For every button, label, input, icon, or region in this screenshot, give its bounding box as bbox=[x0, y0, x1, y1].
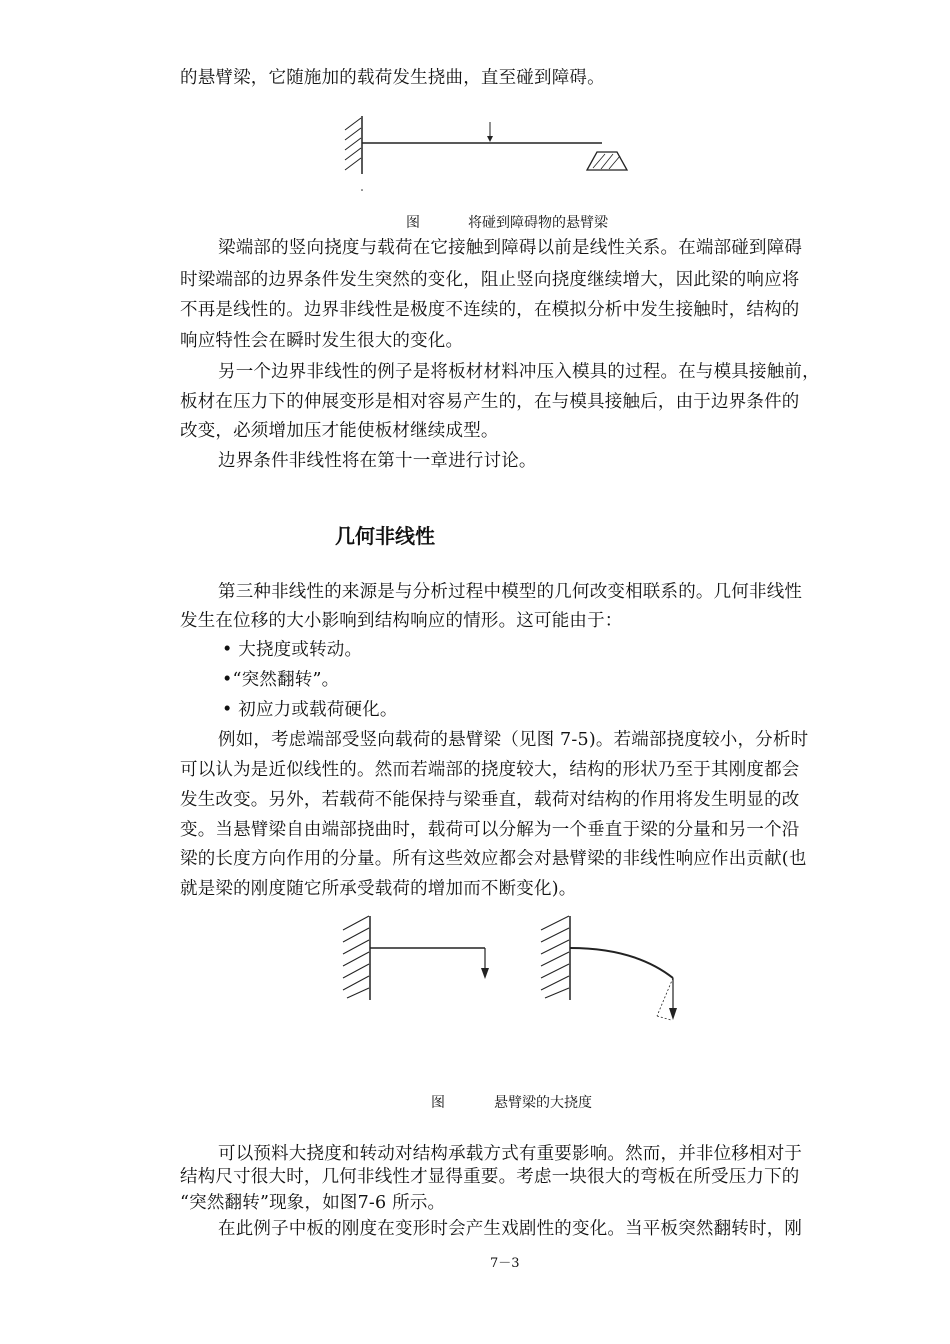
text-line: 可以认为是近似线性的。然而若端部的挠度较大，结构的形状乃至于其刚度都会 bbox=[180, 760, 800, 780]
text-line: 第三种非线性的来源是与分析过程中模型的几何改变相联系的。几何非线性 bbox=[218, 582, 803, 602]
text-line: 另一个边界非线性的例子是将板材材料冲压入模具的过程。在与模具接触前， bbox=[218, 362, 820, 382]
text-line: 发生在位移的大小影响到结构响应的情形。这可能由于： bbox=[180, 611, 623, 631]
fixed-support-hatching-right bbox=[541, 916, 569, 998]
obstacle-hatching bbox=[593, 154, 620, 169]
section-heading: 几何非线性 bbox=[335, 524, 435, 548]
text-line: 不再是线性的。边界非线性是极度不连续的，在模拟分析中发生接触时，结构的 bbox=[180, 300, 800, 320]
page-number: 7－3 bbox=[490, 1256, 520, 1271]
text-line: 在此例子中板的刚度在变形时会产生戏剧性的变化。当平板突然翻转时，刚 bbox=[218, 1219, 803, 1239]
text-line: 边界条件非线性将在第十一章进行讨论。 bbox=[218, 451, 537, 471]
bullet-item: • 大挠度或转动。 bbox=[222, 640, 363, 660]
figure-large-deflection bbox=[335, 912, 695, 1032]
text-line: 例如，考虑端部受竖向载荷的悬臂梁（见图 7-5)。若端部挠度较小，分析时 bbox=[218, 730, 809, 750]
text-line: 变。当悬臂梁自由端部挠曲时，载荷可以分解为一个垂直于梁的分量和另一个沿 bbox=[180, 820, 800, 840]
text-line: 梁的长度方向作用的分量。所有这些效应都会对悬臂梁的非线性响应作出贡献(也 bbox=[180, 849, 807, 869]
text-line: 可以预料大挠度和转动对结构承载方式有重要影响。然而，并非位移相对于 bbox=[218, 1144, 803, 1164]
text-line: “突然翻转”现象，如图7-6 所示。 bbox=[180, 1193, 446, 1213]
text-line: 改变，必须增加压才能使板材继续成型。 bbox=[180, 421, 499, 441]
text-line: 时梁端部的边界条件发生突然的变化，阻止竖向挠度继续增大，因此梁的响应将 bbox=[180, 270, 800, 290]
text-line: 就是梁的刚度随它所承受载荷的增加而不断变化)。 bbox=[180, 879, 577, 899]
fixed-support-hatching bbox=[345, 118, 361, 170]
load-arrow-head-left bbox=[481, 968, 489, 979]
load-arrow-head bbox=[487, 136, 493, 142]
bullet-item: • 初应力或载荷硬化。 bbox=[222, 700, 398, 720]
bullet-item: •“突然翻转”。 bbox=[222, 670, 340, 690]
load-arrow-head-right bbox=[669, 1008, 677, 1020]
text-line: 响应特性会在瞬时发生很大的变化。 bbox=[180, 331, 464, 351]
figure2-label: 图 bbox=[431, 1095, 445, 1111]
beam-deflected bbox=[570, 948, 673, 978]
figure-cantilever-obstacle bbox=[335, 112, 635, 197]
figure1-label: 图 bbox=[406, 215, 420, 231]
figure1-caption: 将碰到障碍物的悬臂梁 bbox=[468, 215, 608, 231]
text-line: 板材在压力下的伸展变形是相对容易产生的，在与模具接触后，由于边界条件的 bbox=[180, 392, 800, 412]
figure2-caption: 悬臂梁的大挠度 bbox=[494, 1095, 592, 1111]
fixed-support-hatching-left bbox=[343, 916, 369, 998]
text-line: 梁端部的竖向挠度与载荷在它接触到障碍以前是线性关系。在端部碰到障碍 bbox=[218, 238, 803, 258]
text-line: 的悬臂梁，它随施加的载荷发生挠曲，直至碰到障碍。 bbox=[180, 68, 605, 88]
dashed-component-2 bbox=[657, 1016, 671, 1020]
text-line: 结构尺寸很大时，几何非线性才显得重要。考虑一块很大的弯板在所受压力下的 bbox=[180, 1167, 800, 1187]
text-line: 发生改变。另外，若载荷不能保持与梁垂直，载荷对结构的作用将发生明显的改 bbox=[180, 790, 800, 810]
dot-mark bbox=[361, 189, 363, 191]
